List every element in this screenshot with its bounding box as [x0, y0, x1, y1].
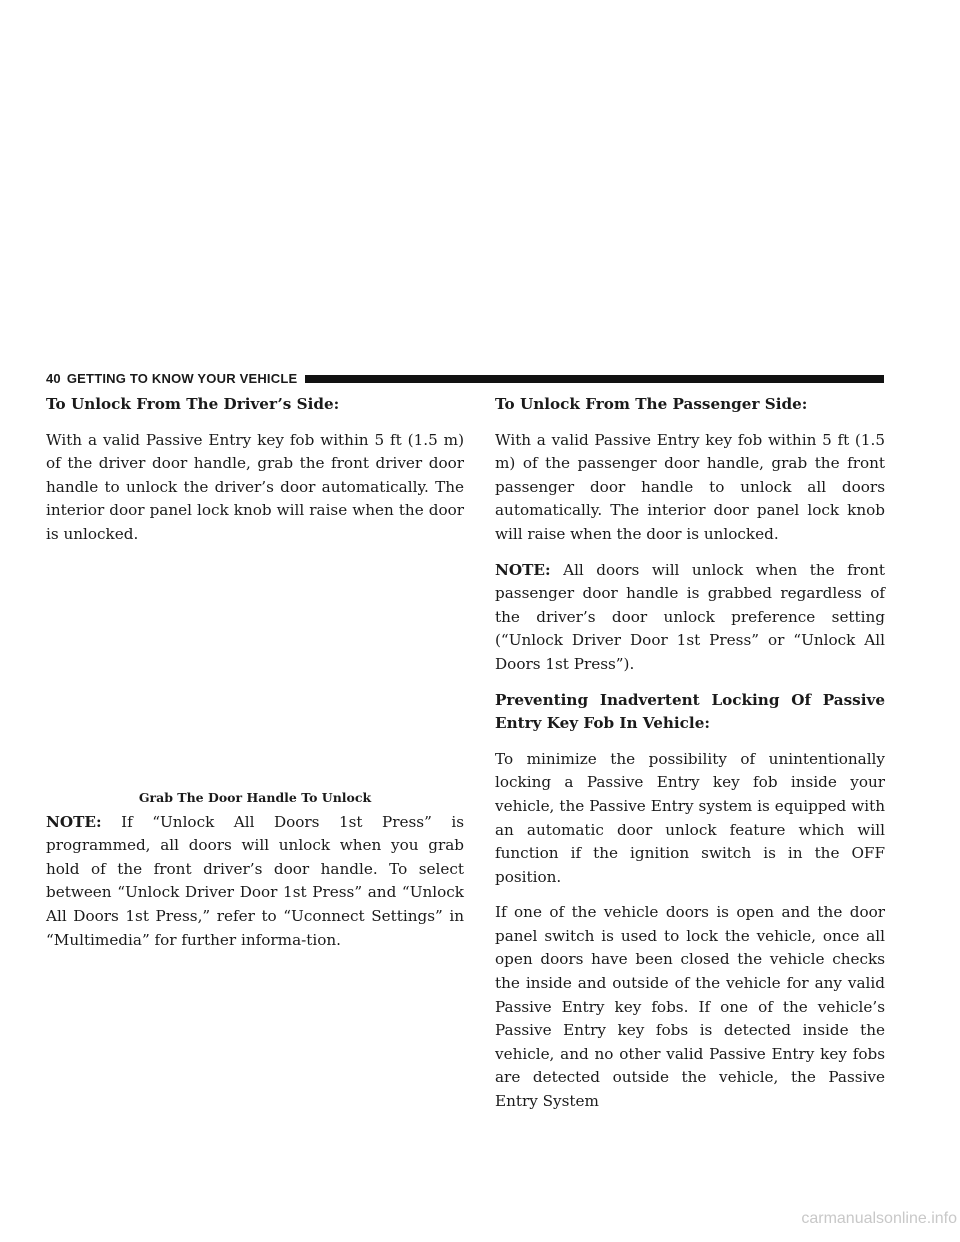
- watermark: [0, 1210, 960, 1228]
- heading-passenger-side: To Unlock From The Passenger Side:: [495, 395, 808, 413]
- header-rule: [305, 375, 884, 383]
- note-passenger: [495, 559, 885, 677]
- right-column: [495, 393, 885, 1126]
- heading-preventing-locking: Preventing Inadvertent Locking Of Passive Entry Key Fob In Vehicle:: [495, 690, 885, 733]
- paragraph-minimize: To minimize the possibility of unintentionally locking a Passive Entry key fob inside your vehicle, the Passive Entry system is equipped with an automatic door unlock feature which will function if the ignition switch is in the OFF position.: [495, 749, 885, 886]
- running-head: [46, 371, 297, 387]
- note-label: NOTE:: [46, 812, 102, 831]
- paragraph-door-open: If one of the vehicle doors is open and the door panel switch is used to lock the vehicle, once all open doors have been closed the vehicle checks the inside and outside of the vehicle for any valid Passive Entry key fobs. If one of the vehicle’s Passive Entry key fobs is detected inside the vehicle, and no other valid Passive Entry key fobs are detected outside the vehicle, the Passive Entry System: [495, 903, 885, 1111]
- paragraph-driver-side: With a valid Passive Entry key fob within 5 ft (1.5 m) of the driver door handle, grab the front driver door handle to unlock the driver’s door automatically. The interior door panel lock knob will raise when the door is unlocked.: [46, 430, 464, 543]
- page-header: [46, 371, 884, 387]
- note-text: All doors will unlock when the front passenger door handle is grabbed regardless of the driver’s door unlock preference setting (“Unlock Driver Door 1st Press” or “Unlock All Doors 1st Press”).: [495, 560, 885, 673]
- heading-driver-side: To Unlock From The Driver’s Side:: [46, 395, 340, 413]
- watermark-text: carmanualsonline.info: [801, 1210, 957, 1227]
- left-column: [46, 393, 464, 964]
- figure-caption: Grab The Door Handle To Unlock: [138, 789, 372, 805]
- note-label: NOTE:: [495, 560, 551, 579]
- note-text: If “Unlock All Doors 1st Press” is programmed, all doors will unlock when you grab hold of the front driver’s door handle. To select between “Unlock Driver Door 1st Press” and “Unlock All Doors 1st Press,” refer to “Uconnect Settings” in “Multimedia” for further informa-tion.: [46, 812, 464, 949]
- paragraph-passenger-side: With a valid Passive Entry key fob within 5 ft (1.5 m) of the passenger door handle, grab the front passenger door handle to unlock all doors automatically. The interior door panel lock knob will raise when the door is unlocked.: [495, 430, 885, 543]
- figure-placeholder: [46, 559, 464, 789]
- section-title: GETTING TO KNOW YOUR VEHICLE: [66, 371, 298, 386]
- page-number: 40: [46, 371, 61, 386]
- note-driver: [46, 811, 464, 953]
